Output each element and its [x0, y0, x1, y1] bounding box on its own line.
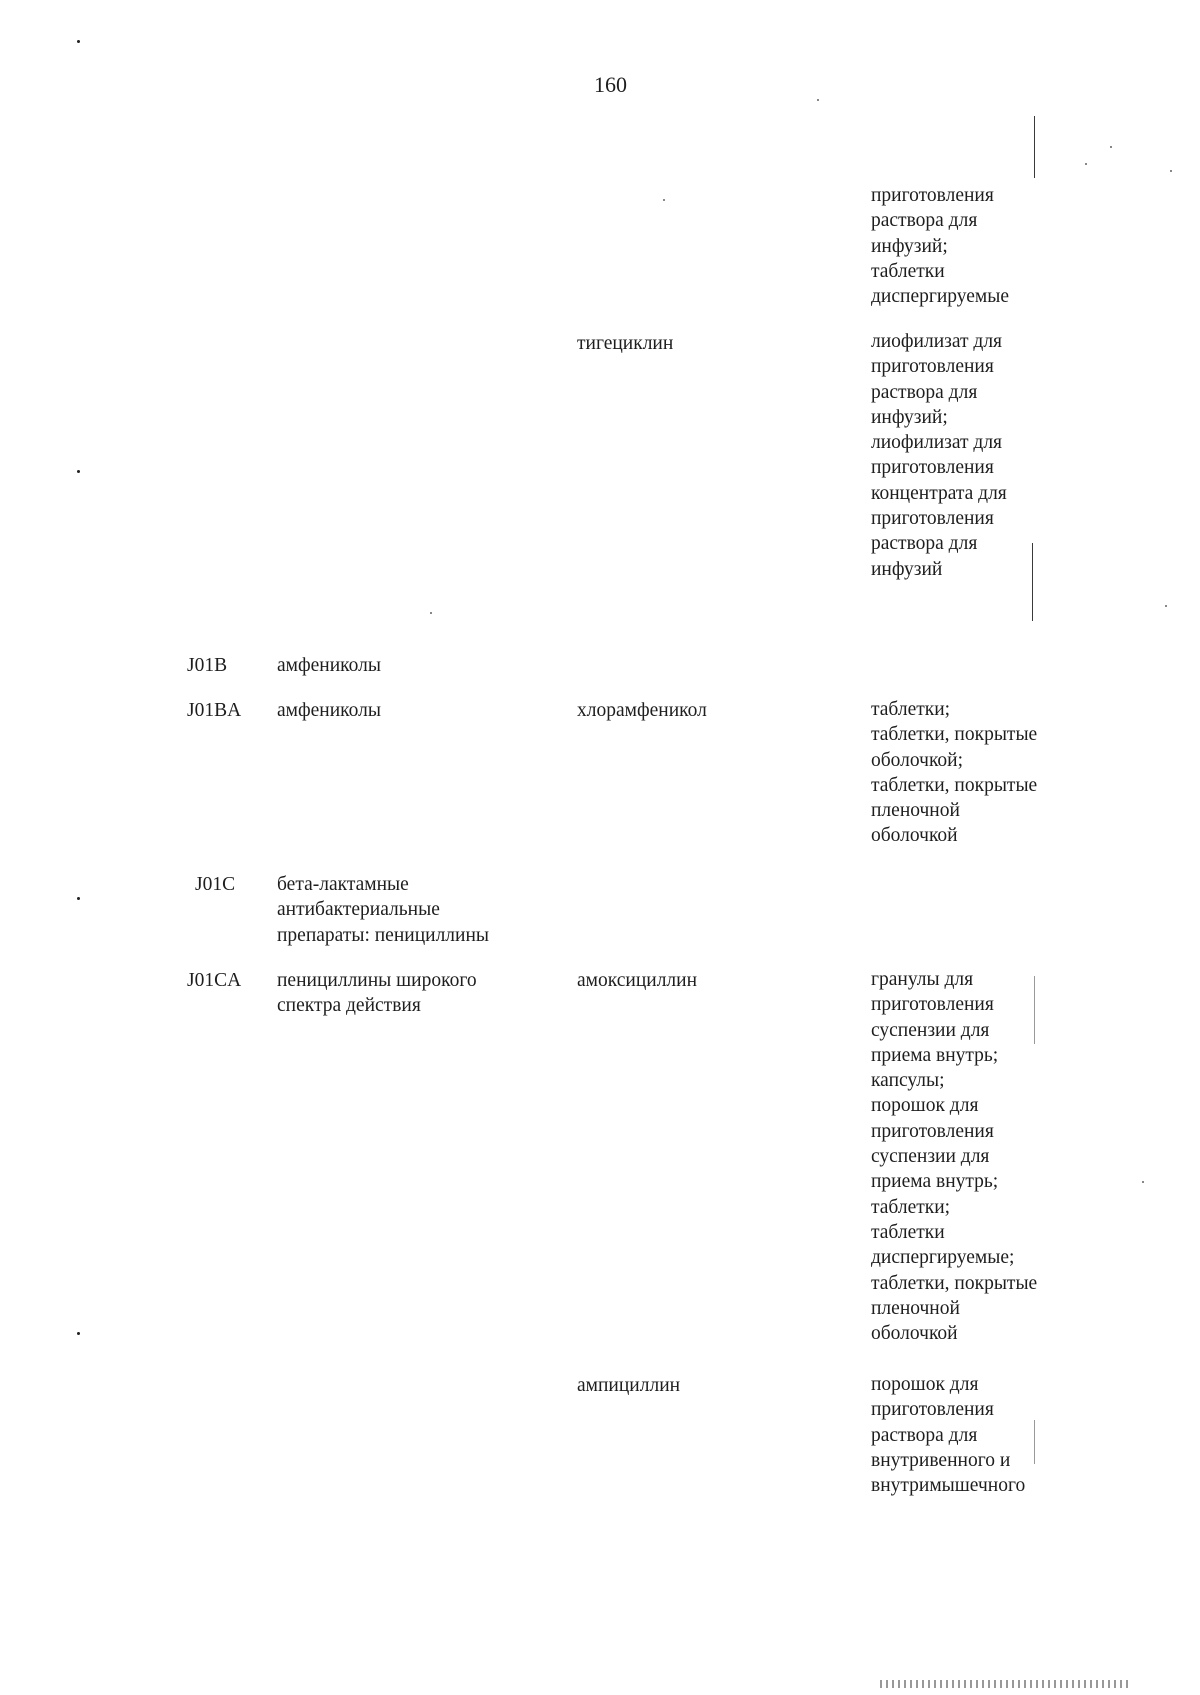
drug-name-chloramphenicol: хлорамфеникол	[577, 700, 707, 721]
scan-smudge-bottom	[880, 1680, 1130, 1688]
speck-5	[663, 199, 665, 201]
speck-1	[1110, 146, 1112, 148]
dosage-forms-continued: приготовления раствора для инфузий; таблетки диспергируемые	[871, 185, 1010, 308]
punch-dot-3	[77, 897, 80, 900]
category-j01ba: амфениколы	[277, 700, 381, 721]
dosage-forms-chloramphenicol: таблетки; таблетки, покрытые оболочкой; таблетки, покрытые пленочной оболочкой	[871, 699, 1038, 847]
punch-dot-2	[77, 470, 80, 473]
speck-8	[817, 99, 819, 101]
speck-6	[430, 612, 432, 614]
drug-name-amoxicillin: амоксициллин	[577, 970, 698, 991]
speck-4	[1165, 605, 1167, 607]
scan-line-top-right	[1034, 116, 1035, 178]
scan-line-lower-right	[1034, 976, 1035, 1044]
drug-name-tigecycline: тигециклин	[577, 333, 674, 354]
drug-name-ampicillin: ампициллин	[577, 1375, 681, 1396]
atc-code-j01c: J01C	[195, 874, 236, 895]
page-number: 160	[594, 72, 627, 97]
category-j01b: амфениколы	[277, 655, 381, 676]
punch-dot-1	[77, 40, 80, 43]
scan-line-mid-right	[1032, 543, 1033, 621]
category-j01c: бета-лактамные антибактериальные препараты: пенициллины	[277, 874, 490, 946]
speck-2	[1085, 163, 1087, 165]
dosage-forms-tigecycline: лиофилизат для приготовления раствора для инфузий; лиофилизат для приготовления концентрата для приготовления раствора для инфузий	[871, 331, 1007, 580]
dosage-forms-ampicillin: порошок для приготовления раствора для внутривенного и внутримышечного	[871, 1374, 1026, 1497]
speck-7	[1142, 1181, 1144, 1183]
atc-code-j01ba: J01BA	[187, 700, 242, 721]
scan-line-bottom-right	[1034, 1420, 1035, 1464]
category-j01ca: пенициллины широкого спектра действия	[277, 970, 477, 1017]
atc-code-j01ca: J01CA	[187, 970, 242, 991]
dosage-forms-amoxicillin: гранулы для приготовления суспензии для приема внутрь; капсулы; порошок для приготовления суспензии для приема внутрь; таблетки; таблетки диспергируемые; таблетки, покрытые пленочной оболочкой	[871, 969, 1038, 1345]
punch-dot-4	[77, 1332, 80, 1335]
speck-3	[1170, 170, 1172, 172]
atc-code-j01b: J01B	[187, 655, 228, 676]
